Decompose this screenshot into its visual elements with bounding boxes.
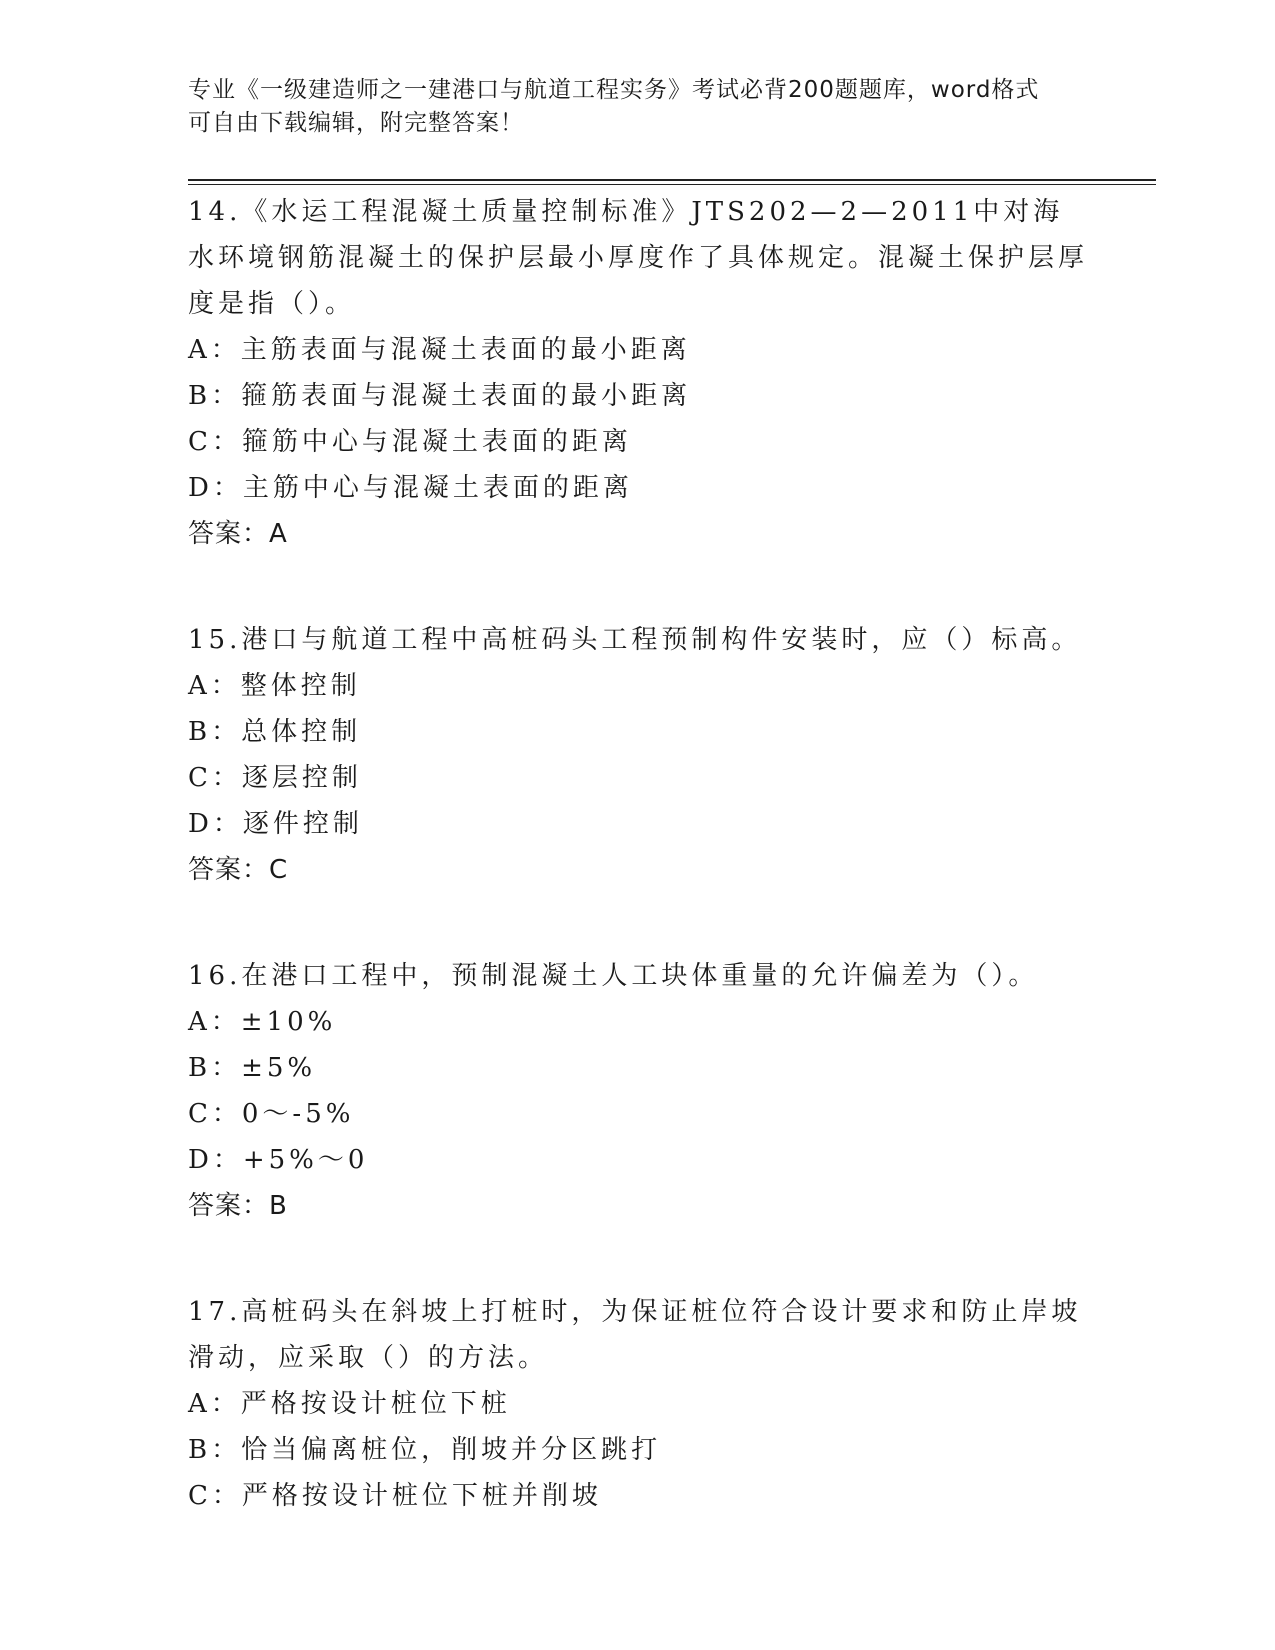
answer: 答案：A <box>188 519 288 549</box>
question-17 <box>188 1289 1088 1519</box>
option-d: D：+5%～0 <box>188 1145 369 1175</box>
header-rule-thick <box>188 179 1156 181</box>
option-c: C：箍筋中心与混凝土表面的距离 <box>188 427 632 457</box>
option-b: B：±5% <box>188 1053 317 1083</box>
question-stem: 14.《水运工程混凝土质量控制标准》JTS202—2—2011中对海水环境钢筋混凝土的保护层最小厚度作了具体规定。混凝土保护层厚度是指（）。 <box>188 197 1089 319</box>
option-a: A：主筋表面与混凝土表面的最小距离 <box>188 335 691 365</box>
option-d: D：逐件控制 <box>188 809 363 839</box>
option-b: B：总体控制 <box>188 717 362 747</box>
option-d: D：主筋中心与混凝土表面的距离 <box>188 473 633 503</box>
document-header <box>188 74 1088 140</box>
option-a: A：±10% <box>188 1007 337 1037</box>
question-stem: 16.在港口工程中，预制混凝土人工块体重量的允许偏差为（）。 <box>188 961 1039 991</box>
question-stem: 15.港口与航道工程中高桩码头工程预制构件安装时，应（）标高。 <box>188 625 1082 655</box>
option-b: B：恰当偏离桩位，削坡并分区跳打 <box>188 1435 662 1465</box>
header-line-1: 专业《一级建造师之一建港口与航道工程实务》考试必背200题题库，word格式 <box>188 77 1040 103</box>
answer: 答案：B <box>188 1191 288 1221</box>
header-line-2: 可自由下载编辑，附完整答案！ <box>188 110 524 136</box>
option-c: C：逐层控制 <box>188 763 362 793</box>
question-list <box>188 189 1088 1519</box>
option-a: A：整体控制 <box>188 671 361 701</box>
option-b: B：箍筋表面与混凝土表面的最小距离 <box>188 381 692 411</box>
option-a: A：严格按设计桩位下桩 <box>188 1389 511 1419</box>
question-stem: 17.高桩码头在斜坡上打桩时，为保证桩位符合设计要求和防止岸坡滑动，应采取（）的方法。 <box>188 1297 1082 1373</box>
option-c: C：0～-5% <box>188 1099 355 1129</box>
answer: 答案：C <box>188 855 289 885</box>
question-14 <box>188 189 1088 557</box>
question-16 <box>188 953 1088 1229</box>
option-c: C：严格按设计桩位下桩并削坡 <box>188 1481 602 1511</box>
header-rule-thin <box>188 184 1156 185</box>
question-15 <box>188 617 1088 893</box>
